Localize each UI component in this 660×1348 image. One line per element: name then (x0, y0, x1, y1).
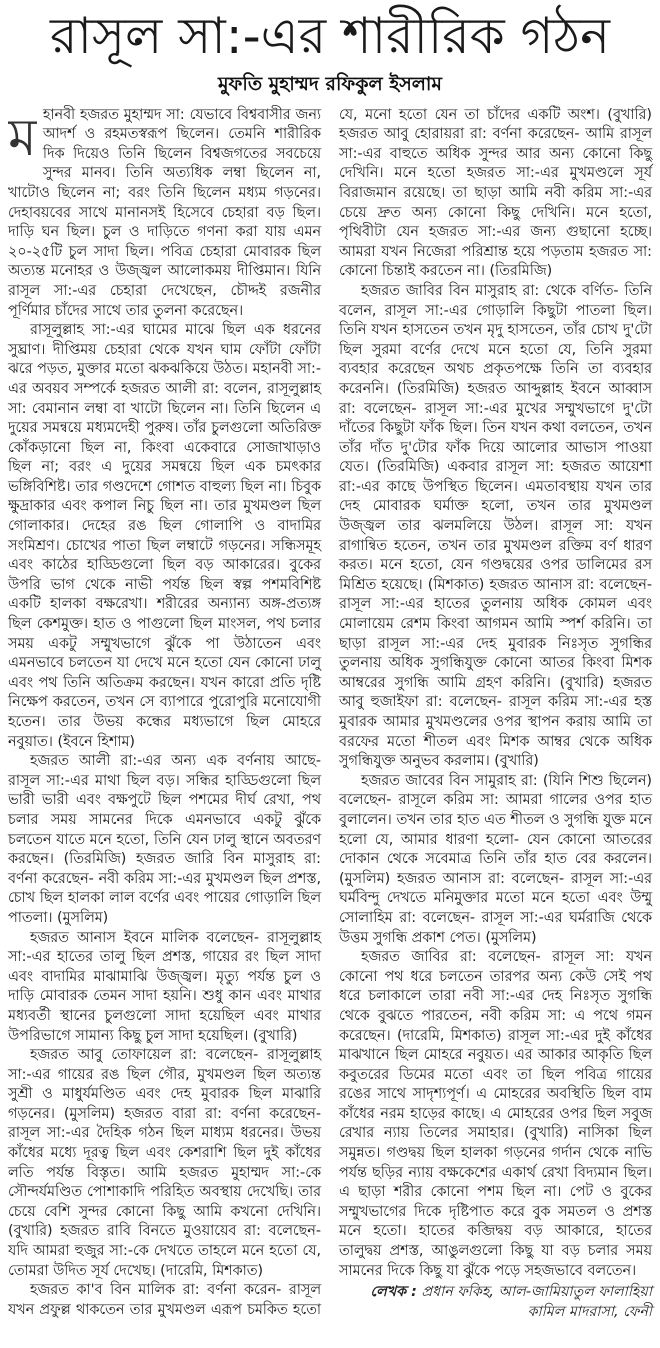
article-paragraph: হজরত আনাস ইবনে মালিক বলেছেন- রাসূলুল্লাহ সা:-এর হাতের তালু ছিল প্রশস্ত, গায়ের রং ছিল সাদা এবং বাদামির মাঝামাঝি উজ্জ্বল। মৃত্যু পর্যন্ত চুল ও দাড়ি মোবারক তেমন সাদা হয়নি। শুধু কান এবং মাথার মধ্যবর্তী স্থানের চুলগুলো সাদা হয়েছিল এবং মাথার উপরিভাগে সামান্য কিছু চুল সাদা হয়েছিল। (বুখারি) (8, 929, 321, 1044)
article-paragraph: হজরত জাবের বিন সামুরাহ রা: (যিনি শিশু ছিলেন) বলেছেন- রাসূলে করিম সা: আমরা গালের ওপর হাত বুলালেন। তখন তার হাত এত শীতল ও সুগন্ধি যুক্ত মনে হলো যে, আমার ধারণা হলো- যেন কোনো আতরের দোকান থেকে সবেমাত্র তিনি তাঁর হাত বের করলেন। (মুসলিম) হজরত আনাস রা: বলেছেন- রাসূল সা:-এর ঘর্মবিন্দু দেখতে মনিমুক্তার মতো মনে হতো এবং উম্মু সোলাহিম রা: বলেছেন- রাসূল সা:-এর ঘর্মরাজি থেকে উত্তম সুগন্ধি প্রকাশ পেত। (মুসলিম) (339, 772, 652, 946)
article-paragraph: হজরত কা'ব বিন মালিক রা: বর্ণনা করেন- রাসূল যখন প্রফুল্ল থাকতেন তার মুখমণ্ডল এরূপ চমকিত হতো যে, মনো হতো যেন তা চাঁদের একটি অংশ। (বুখারি) হজরত আবু হোরায়রা রা: বর্ণনা করেছেন- আমি রাসূল সা:-এর বাহুতে অধিক সুন্দর আর অন্য কোনো কিছু দেখিনি। মনে হতো হজরত সা:-এর মুখমণ্ডলে সূর্য বিরাজমান রয়েছে। তা ছাড়া আমি নবী করিম সা:-এর চেয়ে দ্রুত অন্য কোনো কিছু দেখিনি। মনে হতো, পৃথিবীটা যেন হজরত সা:-এর জন্য গুছানো হচ্ছে। আমরা যখন নিজেরা পরিশ্রান্ত হয়ে পড়তাম হজরত সা: কোনো চিন্তাই করতেন না। (তিরমিজি) (8, 106, 652, 1318)
article-paragraph: রাসূলুল্লাহ সা:-এর ঘামের মাঝে ছিল এক ধরনের সুঘ্রাণ। দীপ্তিময় চেহারা থেকে যখন ঘাম ফোঁটা ফোঁটা ঝরে পড়ত, মুক্তার মতো ঝকঝকিয়ে উঠত। মহানবী সা:-এর অবয়ব সম্পর্কে হজরত আলী রা: বলেন, রাসূলুল্লাহ সা: বেমানান লম্বা বা খাটো ছিলেন না। তিনি ছিলেন এ দুয়ের সমন্বয়ে মধ্যমদেহী পুরুষ। তাঁর চুলগুলো অতিরিক্ত কোঁকড়ানো ছিল না, কিংবা একেবারে সোজাখাড়াও ছিল না; বরং এ দুয়ের সমন্বয়ে ছিল এক চমৎকার ভঙ্গিবিশিষ্ট। তার গণ্ডদেশে গোশত বাহুল্য ছিল না। চিবুক ক্ষুদ্রাকার এবং কপাল নিচু ছিল না। তার মুখমণ্ডল ছিল গোলাকার। দেহের রঙ ছিল গোলাপি ও বাদামির সংমিশ্রণ। চোখের পাতা ছিল লম্বাটে গড়নের। সন্ধিসমূহ এবং কাঠের হাড্ডিগুলো ছিল বড় আকারের। বুকের উপরি ভাগ থেকে নাভী পর্যন্ত ছিল স্বল্প পশমবিশিষ্ট একটি হালকা বক্ষরেখা। শরীরের অন্যান্য অঙ্গ-প্রত্যঙ্গ ছিল কেশমুক্ত। হাত ও পাগুলো ছিল মাংসল, পথ চলার সময় একটু সম্মুখভাগে ঝুঁকে পা উঠাতেন এবং এমনভাবে চলতেন যা দেখে মনে হতো যেন কোনো ঢালু এবং পথ তিনি অতিক্রম করছেন। যখন কারো প্রতি দৃষ্টি নিক্ষেপ করতেন, তখন সে ব্যাপারে পুরোপুরি মনোযোগী হতেন। তার উভয় কন্ধের মধ্যভাগে ছিল মোহরে নবুয়াত। (ইবনে হিশাম) (8, 322, 321, 750)
author-label: লেখক : (370, 1284, 417, 1301)
article-title: রাসূল সা:-এর শারীরিক গঠন (50, 7, 610, 65)
author-institution: কামিল মাদরাসা, ফেনী (527, 1303, 652, 1320)
article-paragraph: হজরত আবু তোফায়েল রা: বলেছেন- রাসূলুল্লাহ সা:-এর গায়ের রঙ ছিল গৌর, মুখমণ্ডল ছিল অত্যন্ত সুশ্রী ও মাধুর্যমণ্ডিত এবং দেহ মুবারক ছিল মাঝারি গড়নের। (মুসলিম) হজরত বারা রা: বর্ণনা করেছেন- রাসূল সা:-এর দৈহিক গঠন ছিল মাধ্যম ধরনের। উভয় কাঁধের মধ্যে দূরত্ব ছিল এবং কেশরাশি ছিল দুই কাঁধের লতি পর্যন্ত বিস্তৃত। আমি হজরত মুহাম্মদ সা:-কে সৌন্দর্যমণ্ডিত পোশাকাদি পরিহিত অবস্থায় দেখেছি। তার চেয়ে বেশি সুন্দর কোনো কিছু আমি কখনো দেখিনি। (বুখারি) হজরত রাবি বিনতে মুওয়ায়েব রা: বলেছেন- যদি আমরা হুজুর সা:-কে দেখতে তাহলে মনে হতো যে, তোমরা উদিত সূর্য দেখেছ। (দারেমি, মিশকাত) (8, 1047, 321, 1279)
article-paragraph (8, 106, 321, 322)
article-paragraph: হজরত আলী রা:-এর অন্য এক বর্ণনায় আছে- রাসূল সা:-এর মাথা ছিল বড়। সন্ধির হাড্ডিগুলো ছিল ভারী ভারী এবং বক্ষপুটে ছিল পশমের দীর্ঘ রেখা, পথ চলার সময় সামনের দিকে এমনভাবে একটু ঝুঁকে চলতেন যাতে মনে হতো, তিনি যেন ঢালু স্থানে অবতরণ করছেন। (তিরমিজি) হজরত জারি বিন মাসুরাহ রা: বর্ণনা করেছেন- নবী করিম সা:-এর মুখমণ্ডল ছিল প্রশস্ত, চোখ ছিল হালকা লাল বর্ণের এবং পায়ের গোড়ালি ছিল পাতলা। (মুসলিম) (8, 753, 321, 926)
article-paragraph: হজরত জাবির বিন মাসুরাহ রা: থেকে বর্ণিত- তিনি বলেন, রাসূল সা:-এর গোড়ালি কিছুটা পাতলা ছিল। তিনি যখন হাসতেন তখন মৃদু হাসতেন, তাঁর চোখ দু'টো ছিল সুরমা বর্ণের দেখে মনে হতো যে, তিনি সুরমা ব্যবহার করেছেন অথচ প্রকৃতপক্ষে তিনি তা ব্যবহার করেননি। (তিরমিজি) হজরত আব্দুল্লাহ ইবনে আব্বাস রা: বলেছেন- রাসূল সা:-এর মুখের সম্মুখভাগে দু'টো দাঁতের কিছুটা ফাঁক ছিল। তিন যখন কথা বলতেন, তখন তাঁর দাঁত দু'টোর ফাঁক দিয়ে আলোর আভাস পাওয়া যেত। (তিরমিজি) একবার রাসূল সা: হজরত আয়েশা রা:-এর কাছে উপস্থিত ছিলেন। এমতাবস্থায় যখন তার দেহ মোবারক ঘর্মাক্ত হলো, তখন তার মুখমণ্ডল উজ্জ্বল তার ঝলমলিয়ে উঠল। রাসূল সা: যখন রাগান্বিত হতেন, তখন তার মুখমণ্ডল রক্তিম বর্ণ ধারণ করত। মনে হতো, যেন গণ্ডদ্বয়ের ওপর ডালিমের রস মিশ্রিত হয়েছে। (মিশকাত) হজরত আনাস রা: বলেছেন- রাসূল সা:-এর হাতের তুলনায় অধিক কোমল এবং মোলায়েম রেশম কিংবা আগমন আমি স্পর্শ করিনি। তা ছাড়া রাসূল সা:-এর দেহ মুবারক নিঃসৃত সুগন্ধির তুলনায় অধিক সুগন্ধিযুক্ত কোনো আতর কিংবা মিশক আম্বরের সুগন্ধি আমি গ্রহণ করিনি। (বুখারি) হজরত আবু হুজাইফা রা: বলেছেন- রাসূল করিম সা:-এর হস্ত মুবারক আমার মুখমণ্ডলের ওপর স্থাপন করায় আমি তা বরফের মতো শীতল এবং মিশক আম্বর থেকে অধিক সুগন্ধিযুক্ত অনুভব করলাম। (বুখারি) (339, 282, 652, 770)
author-affiliation: প্রধান ফকিহ, আল-জামিয়াতুল ফালাহিয়া (421, 1284, 652, 1301)
article-body (8, 106, 652, 1323)
article-paragraph: হজরত জাবির রা: বলেছেন- রাসূল সা: যখন কোনো পথ ধরে চলতেন তারপর অন্য কেউ সেই পথ ধরে চলাকালে তারা নবী সা:-এর দেহ নিঃসৃত সুগন্ধি থেকে বুঝতে পারতেন, নবী করিম সা: এ পথে গমন করেছেন। (দারেমি, মিশকাত) রাসূল সা:-এর দুই কাঁধের মাঝখানে ছিল মোহরে নবুয়ত। এর আকার আকৃতি ছিল কবুতরের ডিমের মতো এবং তা ছিল পবিত্র গায়ের রঙের সাথে সাদৃশ্যপূর্ণ। এ মোহরের অবস্থিতি ছিল বাম কাঁধের নরম হাড়ের কাছে। এ মোহরের ওপর ছিল সবুজ রেখার ন্যায় তিলের সমাহার। (বুখারি) নাসিকা ছিল সমুন্নত। গণ্ডদ্বয় ছিল হালকা গড়নের গর্দান থেকে নাভি পর্যন্ত ছড়ির ন্যায় বক্ষকেশের একার্থ রেখা বিদ্যমান ছিল। এ ছাড়া শরীর কোনো পশম ছিল না। পেট ও বুকের সম্মুখভাগের দিকে দৃষ্টিপাত করে বুক সমতল ও প্রশস্ত মনে হতো। হাতের কব্জিদ্বয় বড় আকারে, হাতের তালুদ্বয় প্রশস্ত, আঙুলগুলো কিছু যা বড় চলার সময় সামনের দিকে কিছু যা ঝুঁকে পড়ে সহজভাবে বলতেন। (339, 949, 652, 1279)
drop-cap: ম (8, 107, 37, 168)
paragraph-text: হানবী হজরত মুহাম্মদ সা: যেভাবে বিশ্ববাসীর জন্য আদর্শ ও রহমতস্বরূপ ছিলেন। তেমনি শারীরিক দিক দিয়েও তিনি ছিলেন বিশ্বজগতের সবচেয়ে সুন্দর মানব। তিনি অত্যধিক লম্বা ছিলেন না, খাটোও ছিলেন না; বরং তিনি ছিলেন মধ্যম গড়নের। দেহাবয়বের সাথে মানানসই হিসেবে চেহারা বড় ছিল। দাড়ি ঘন ছিল। চুল ও দাড়িতে গণনা করা যায় এমন ২০-২৫টি চুল সাদা ছিল। পবিত্র চেহারা মোবারক ছিল অত্যন্ত মনোহর ও উজ্জ্বল আলোকময় দীপ্তিমান। যিনি রাসূল সা:-এর চেহারা দেখেছেন, চৌদ্দই রজনীর পূর্ণিমার চাঁদের সাথে তার তুলনা করেছেন। (8, 106, 321, 319)
author-note (339, 1283, 652, 1322)
article-byline: মুফতি মুহাম্মদ রফিকুল ইসলাম (218, 73, 442, 95)
